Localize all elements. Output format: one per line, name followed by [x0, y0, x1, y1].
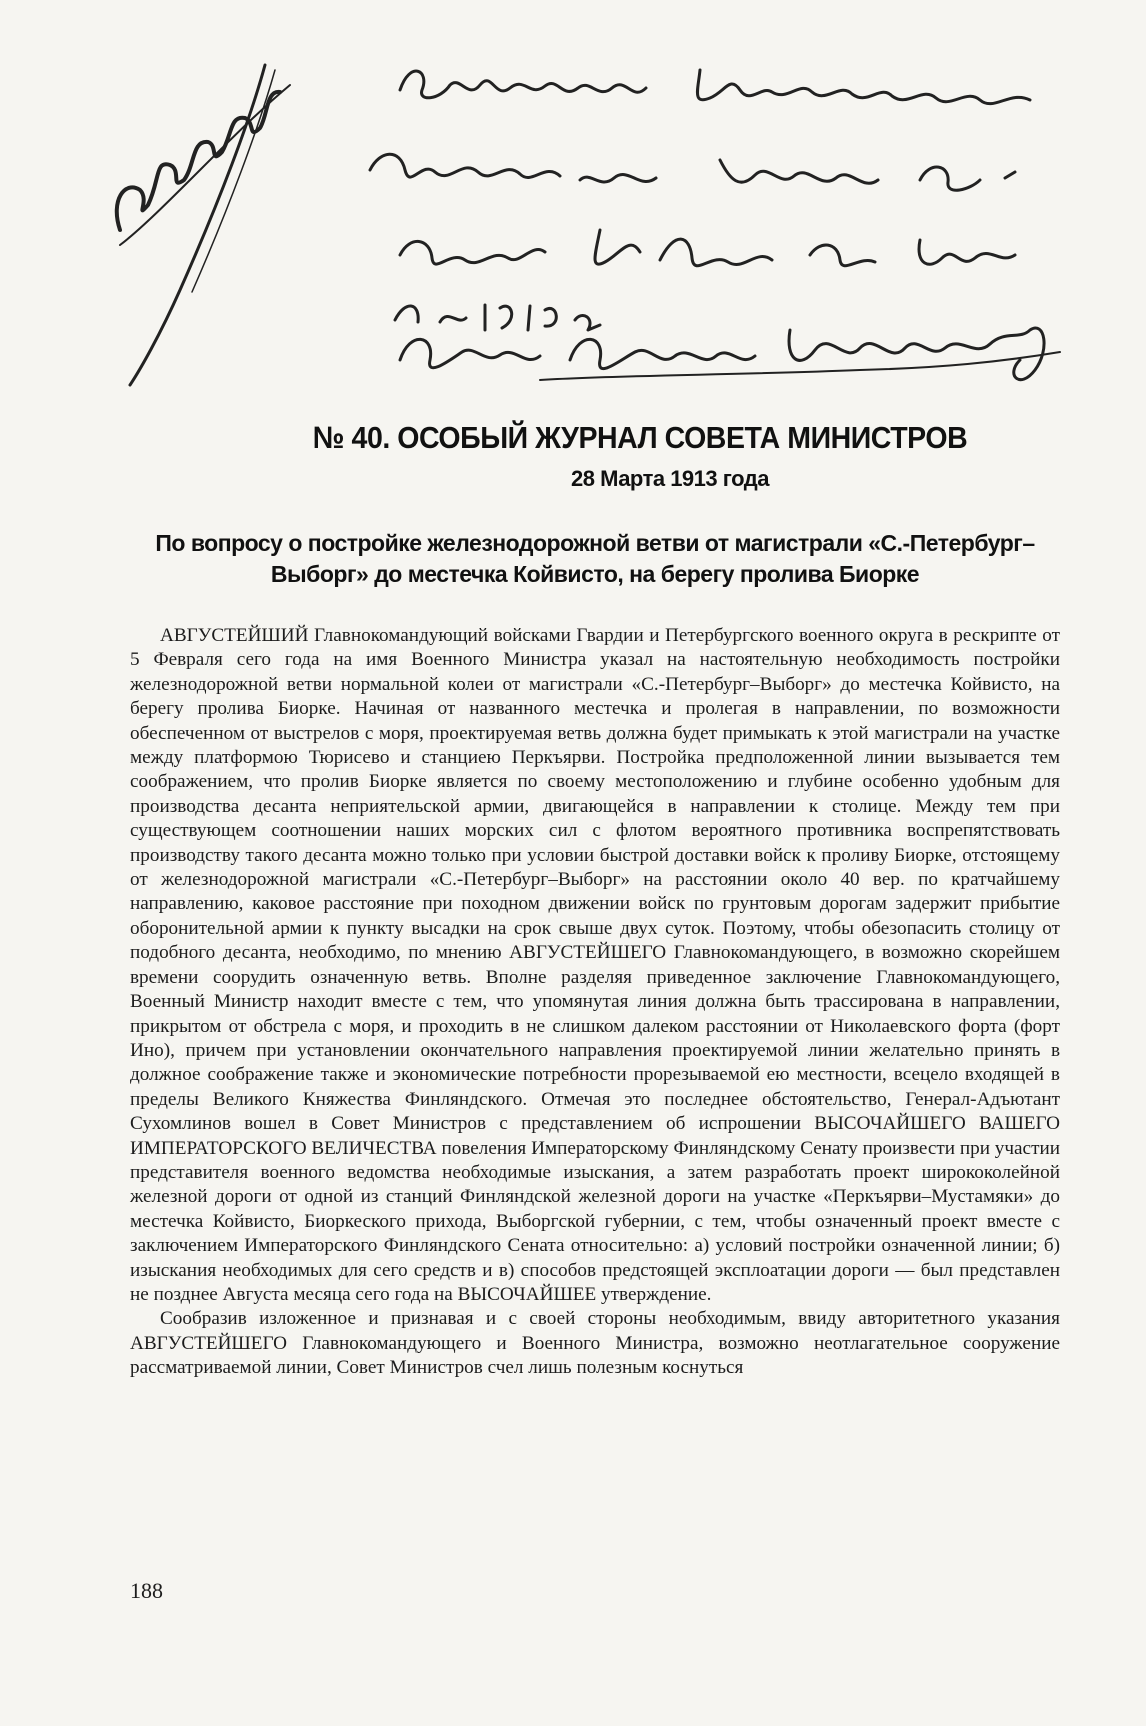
document-title: № 40. ОСОБЫЙ ЖУРНАЛ СОВЕТА МИНИСТРОВ	[312, 420, 968, 455]
document-body	[130, 624, 1060, 1381]
body-paragraph-1: АВГУСТЕЙШИЙ Главнокомандующий войсками Гвардии и Петербургского военного округа в рескрипте от 5 Февраля сего года на имя Военного Министра указал на настоятельную необходимость постройки железнодорожной ветви нормальной колеи от магистрали «С.-Петербург–Выборг» до местечка Койвисто, на берегу пролива Биорке. Начиная от названного местечка и пролегая в направлении, по возможности обеспеченном от выстрелов с моря, проектируемая ветвь должна будет примыкать к этой магистрали на участке между платформою Тюрисево и станциею Перкъярви. Постройка предположенной линии вызывается тем соображением, что пролив Биорке является по своему местоположению и глубине особенно удобным для производства десанта неприятельской армии, двигающейся в направлении к столице. Между тем при существующем соотношении наших морских сил с флотом вероятного противника воспрепятствовать производству такого десанта можно только при условии быстрой доставки войск к проливу Биорке, отстоящему от железнодорожной магистрали «С.-Петербург–Выборг» на расстоянии около 40 вер. по кратчайшему направлению, каковое расстояние при походном движении войск по грунтовым дорогам задержит прибытие оборонительной армии к пункту высадки на срок свыше двух суток. Поэтому, чтобы обезопасить столицу от подобного десанта, необходимо, по мнению АВГУСТЕЙШЕГО Главнокомандующего, в возможно скорейшем времени соорудить означенную ветвь. Вполне разделяя приведенное заключение Главнокомандующего, Военный Министр находит вместе с тем, что упомянутая линия должна быть трассирована в направлении, прикрытом от обстрела с моря, и проходить в не слишком далеком расстоянии от Николаевского форта (форт Ино), причем при установлении окончательного направления проектируемой линии желательно принять в должное соображение также и экономические потребности прорезываемой ею местности, всецело входящей в пределы Великого Княжества Финляндского. Отмечая это последнее обстоятельство, Генерал-Адъютант Сухомлинов вошел в Совет Министров с представлением об испрошении ВЫСОЧАЙШЕГО ВАШЕГО ИМПЕРАТОРСКОГО ВЕЛИЧЕСТВА повеления Императорскому Финляндскому Сенату произвести при участии представителя военного ведомства необходимые изыскания, а затем разработать проект ширококолейной железной дороги от одной из станций Финляндской железной дороги на участке «Перкъярви–Мустамяки» до местечка Койвисто, Биоркеского прихода, Выборгской губернии, с тем, чтобы означенный проект вместе с заключением Императорского Финляндского Сената относительно: а) условий постройки означенной линии; б) изыскания необходимых для сего средств и в) способов предстоящей эксплоатации дороги — был представлен не позднее Августа месяца сего года на ВЫСОЧАЙШЕЕ утверждение.	[130, 625, 1060, 1305]
page-number: 188	[130, 1578, 163, 1603]
handwriting-line-3	[400, 230, 1015, 266]
document-subject: По вопросу о постройке железнодорожной ветви от магистрали «С.-Петербург–Выборг» до местечка Койвисто, на берегу пролива Биорке	[155, 530, 1035, 587]
document-date: 28 Марта 1913 года	[571, 466, 769, 491]
handwritten-resolution	[100, 30, 1090, 390]
handwriting-line-4	[395, 305, 600, 330]
handwriting-signature-image	[100, 30, 1090, 390]
margin-diagonal-stroke	[130, 65, 265, 385]
handwriting-line-1	[400, 70, 1030, 104]
body-paragraph-2: Сообразив изложенное и признавая и с своей стороны необходимым, ввиду авторитетного указания АВГУСТЕЙШЕГО Главнокомандующего и Военного Министра, возможно неотлагательное сооружение рассматриваемой линии, Совет Министров счел лишь полезным коснуться	[130, 1308, 1060, 1379]
handwriting-line-2	[370, 154, 1015, 190]
handwriting-signature	[400, 328, 1044, 380]
margin-note-scrawl	[117, 92, 280, 230]
